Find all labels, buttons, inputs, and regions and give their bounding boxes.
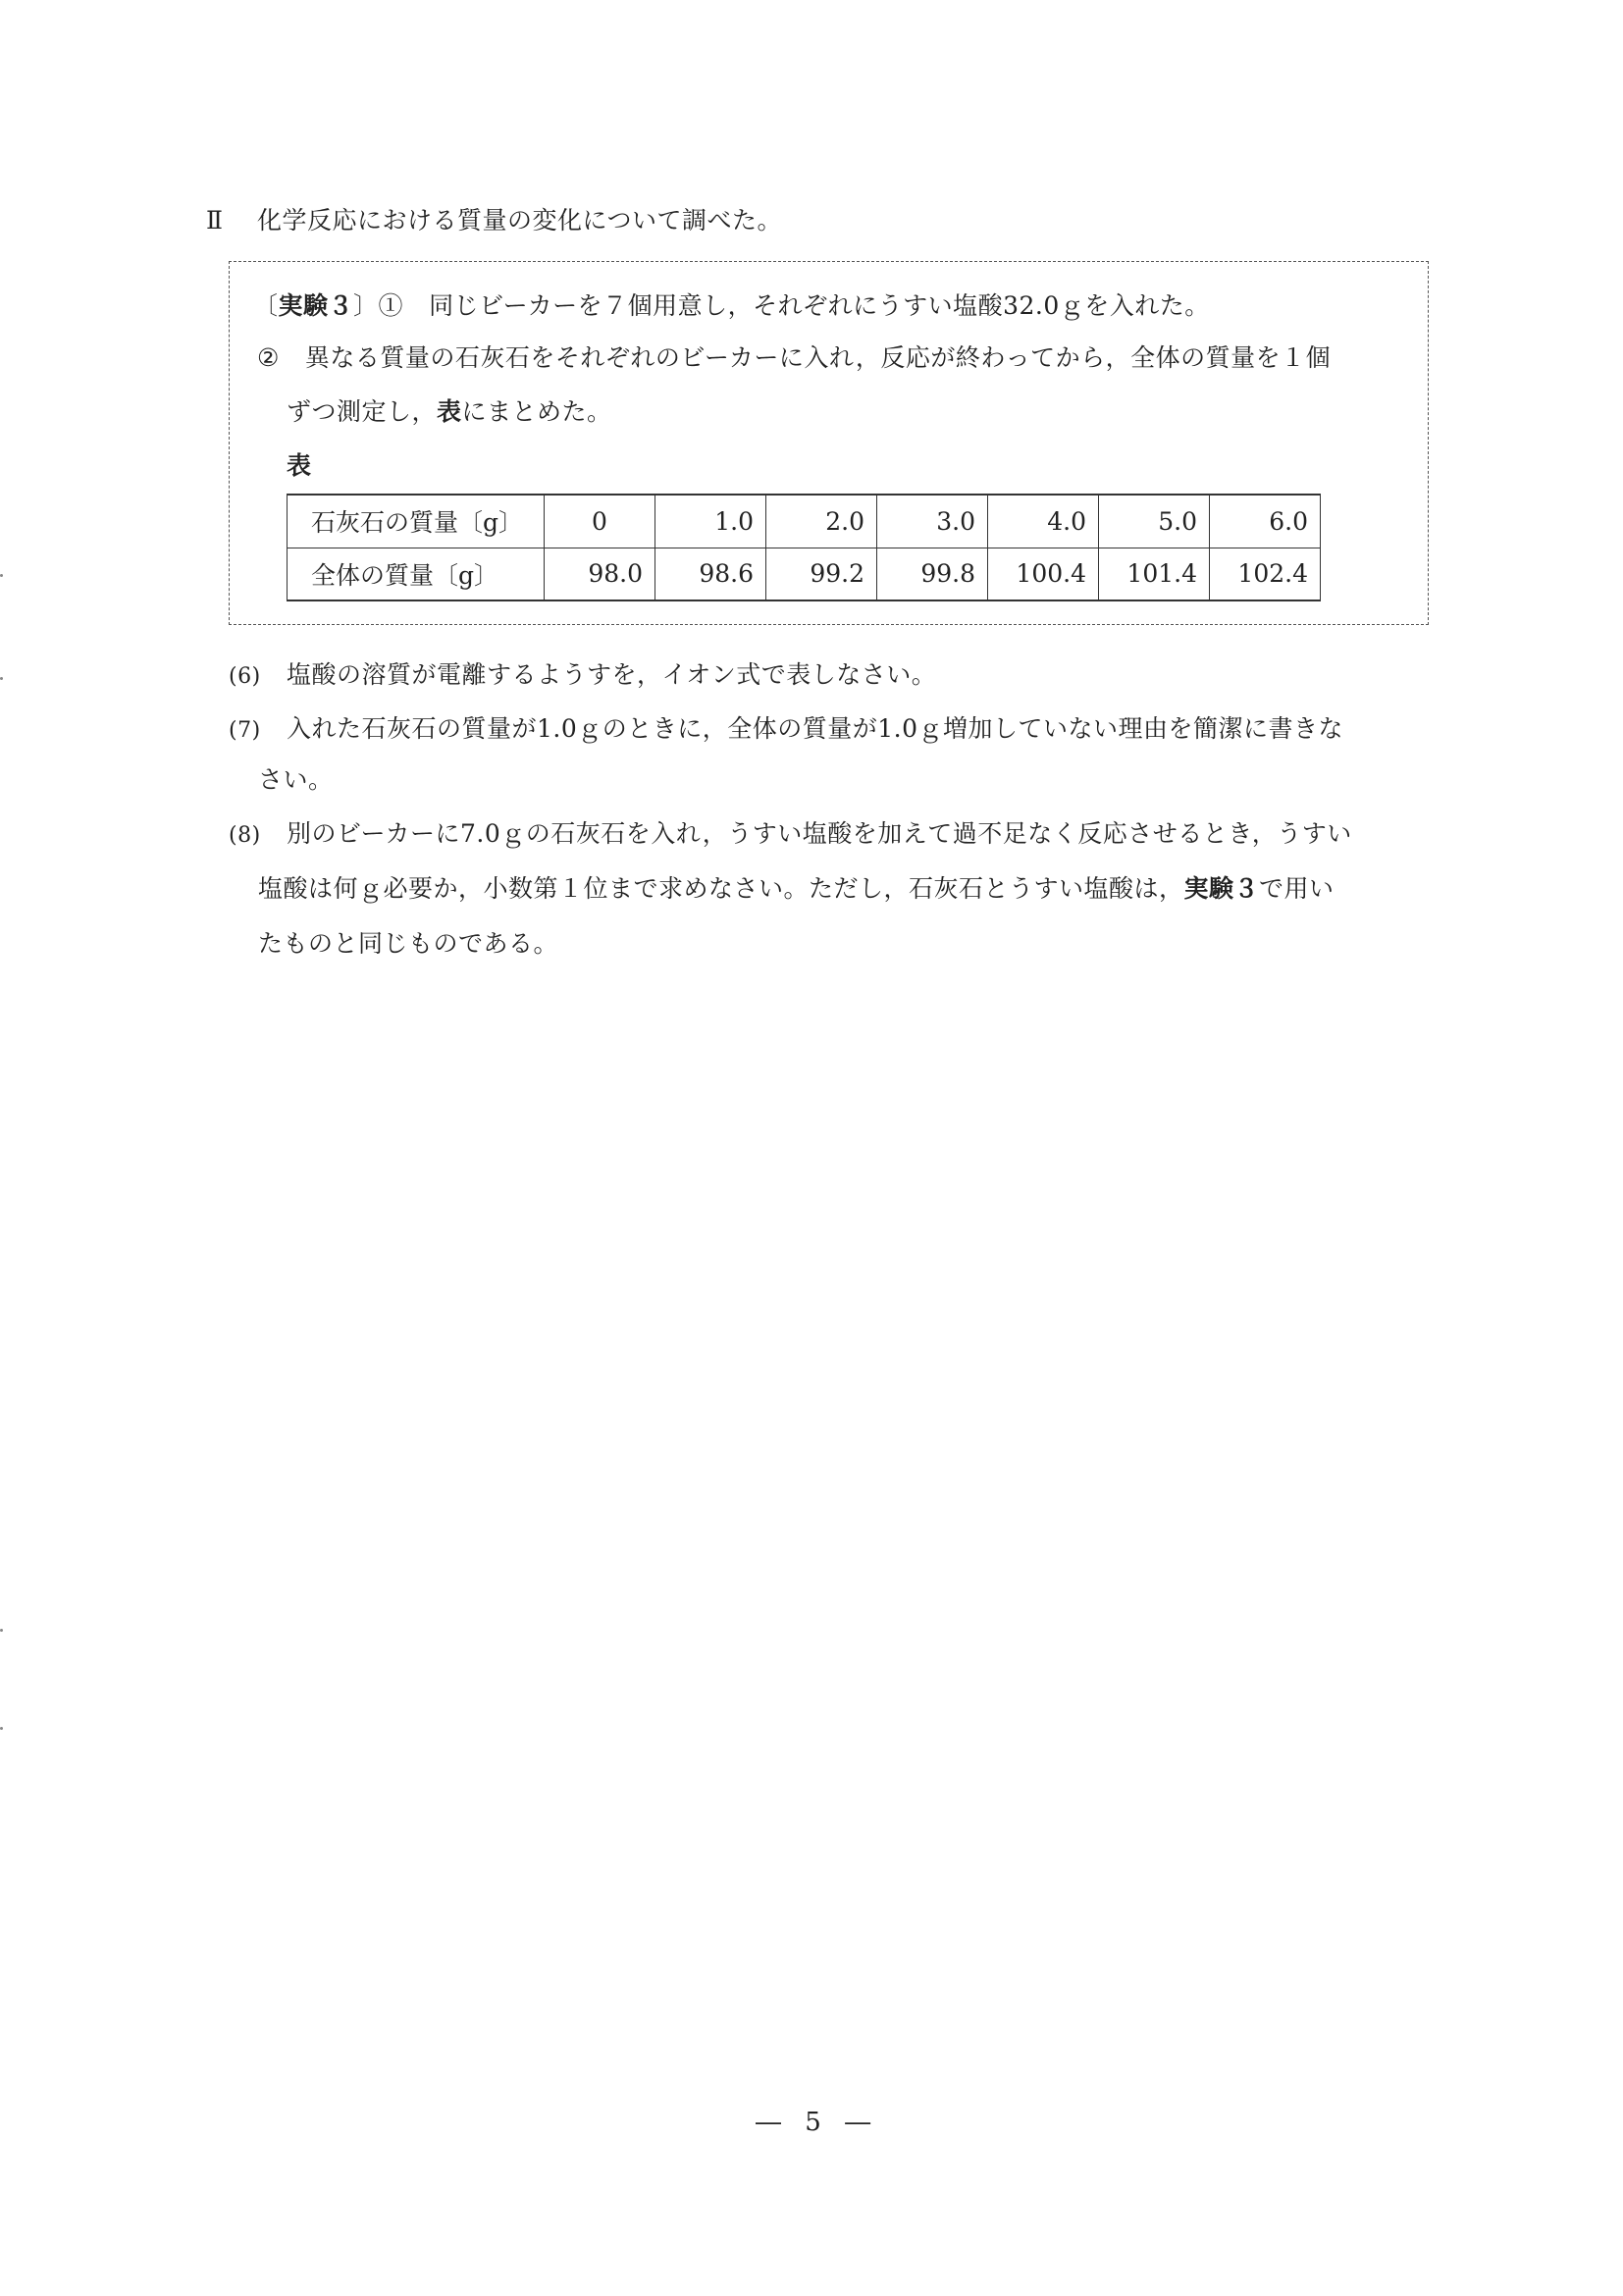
question-number: (8) — [229, 823, 261, 848]
step-1-marker: ① — [378, 291, 404, 320]
bracket-open: 〔 — [253, 291, 279, 320]
table-cell: 2.0 — [766, 495, 877, 548]
scan-speck — [0, 1629, 3, 1632]
section-numeral: Ⅱ — [206, 206, 224, 235]
row-header: 全体の質量〔g〕 — [288, 548, 545, 600]
experiment-reference: 実験３ — [1183, 874, 1260, 903]
table-cell: 98.0 — [545, 548, 655, 600]
scan-speck — [0, 574, 3, 577]
step-2-line-1: 異なる質量の石灰石をそれぞれのビーカーに入れ，反応が終わってから，全体の質量を１個 — [304, 343, 1332, 372]
table-cell: 6.0 — [1210, 495, 1321, 548]
page-number: ― 5 ― — [756, 2108, 879, 2137]
experiment-step-2 — [257, 343, 1331, 373]
table-cell: 3.0 — [877, 495, 988, 548]
question-text: 塩酸は何ｇ必要か，小数第１位まで求めなさい。ただし，石灰石とうすい塩酸は， — [258, 874, 1184, 903]
experiment-step-2-continued — [287, 397, 612, 427]
table-cell: 0 — [545, 495, 655, 548]
scan-speck — [0, 1727, 3, 1730]
scan-speck — [0, 677, 3, 680]
section-heading — [206, 206, 782, 235]
question-8 — [229, 819, 1352, 851]
table-cell: 102.4 — [1210, 548, 1321, 600]
experiment-step-1 — [253, 291, 1210, 321]
step-2-line-2a: ずつ測定し， — [287, 397, 438, 426]
question-8-line-3: たものと同じものである。 — [258, 929, 559, 958]
question-text: 塩酸の溶質が電離するようすを，イオン式で表しなさい。 — [287, 660, 937, 689]
question-text: 別のビーカーに7.0ｇの石灰石を入れ，うすい塩酸を加えて過不足なく反応させるとき，うすい — [287, 819, 1352, 848]
table-reference: 表 — [437, 397, 462, 426]
bracket-close: 〕 — [353, 291, 379, 320]
table-row — [288, 548, 1321, 600]
table-cell: 4.0 — [988, 495, 1099, 548]
table-cell: 99.2 — [766, 548, 877, 600]
question-number: (6) — [229, 664, 261, 689]
table-cell: 101.4 — [1099, 548, 1210, 600]
step-2-marker: ② — [257, 343, 280, 372]
question-7-continued: さい。 — [258, 765, 334, 794]
step-2-line-2b: にまとめた。 — [461, 397, 612, 426]
table-cell: 100.4 — [988, 548, 1099, 600]
table-caption: 表 — [287, 451, 312, 480]
question-6 — [229, 660, 936, 692]
question-text: で用い — [1259, 874, 1335, 903]
section-title: 化学反応における質量の変化について調べた。 — [257, 206, 783, 235]
table-cell: 99.8 — [877, 548, 988, 600]
table-cell: 98.6 — [655, 548, 766, 600]
row-header: 石灰石の質量〔g〕 — [288, 495, 545, 548]
question-7 — [229, 714, 1343, 746]
table-cell: 5.0 — [1099, 495, 1210, 548]
question-8-line-2 — [258, 874, 1335, 904]
table-cell: 1.0 — [655, 495, 766, 548]
results-table — [287, 494, 1321, 601]
question-number: (7) — [229, 718, 261, 743]
experiment-label: 実験３ — [278, 291, 354, 320]
question-text: 入れた石灰石の質量が1.0ｇのときに，全体の質量が1.0ｇ増加していない理由を簡潔に書きな — [287, 714, 1344, 743]
table-row — [288, 495, 1321, 548]
step-1-text: 同じビーカーを７個用意し，それぞれにうすい塩酸32.0ｇを入れた。 — [429, 291, 1210, 320]
